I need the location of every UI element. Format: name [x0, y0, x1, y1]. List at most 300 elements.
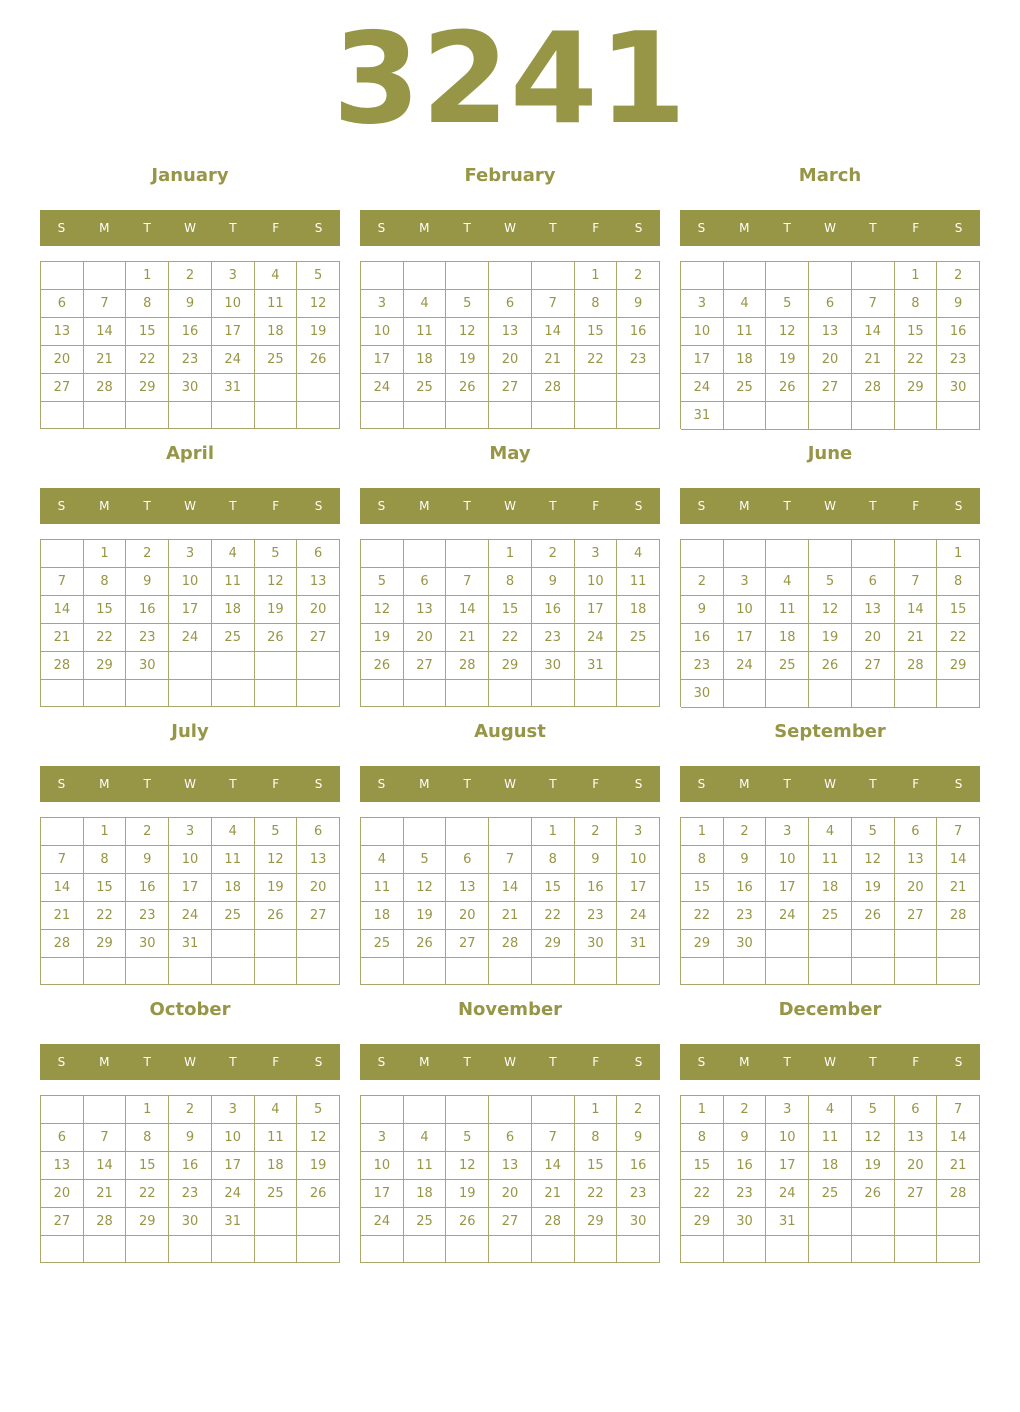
weekday-label: M — [419, 221, 430, 235]
day-cell: 7 — [937, 818, 980, 846]
weekday-header — [40, 766, 340, 802]
day-cell: 26 — [766, 374, 809, 402]
day-cell: 13 — [297, 568, 340, 596]
day-cell: 22 — [681, 1180, 724, 1208]
day-cell: 27 — [297, 624, 340, 652]
day-cell: 6 — [895, 818, 938, 846]
empty-day-cell — [489, 1096, 532, 1124]
day-cell: 19 — [766, 346, 809, 374]
day-cell: 16 — [169, 318, 212, 346]
day-cell: 18 — [212, 596, 255, 624]
weekday-header — [40, 210, 340, 246]
day-cell: 3 — [575, 540, 618, 568]
day-cell: 18 — [212, 874, 255, 902]
day-cell: 8 — [489, 568, 532, 596]
day-cell: 12 — [852, 1124, 895, 1152]
day-cell: 4 — [617, 540, 660, 568]
empty-day-cell — [895, 540, 938, 568]
day-cell: 19 — [297, 318, 340, 346]
empty-day-cell — [297, 1236, 340, 1263]
day-cell: 25 — [766, 652, 809, 680]
empty-day-cell — [617, 680, 660, 707]
day-cell: 2 — [169, 1096, 212, 1124]
day-cell: 13 — [41, 318, 84, 346]
empty-day-cell — [126, 958, 169, 985]
empty-day-cell — [937, 680, 980, 708]
day-cell: 12 — [255, 846, 298, 874]
day-cell: 3 — [169, 818, 212, 846]
day-cell: 29 — [84, 930, 127, 958]
day-cell: 19 — [255, 874, 298, 902]
weekday-label: W — [504, 499, 516, 513]
day-cell: 17 — [724, 624, 767, 652]
empty-day-cell — [532, 1236, 575, 1263]
day-cell: 31 — [169, 930, 212, 958]
day-grid — [680, 261, 980, 429]
day-cell: 25 — [404, 1208, 447, 1236]
weekday-label: S — [954, 499, 963, 513]
weekday-header — [680, 766, 980, 802]
day-cell: 29 — [489, 652, 532, 680]
day-cell: 11 — [361, 874, 404, 902]
weekday-label: W — [824, 1055, 836, 1069]
day-cell: 17 — [681, 346, 724, 374]
day-cell: 23 — [681, 652, 724, 680]
empty-day-cell — [681, 958, 724, 985]
day-cell: 5 — [446, 290, 489, 318]
day-grid — [360, 539, 660, 707]
day-cell: 24 — [169, 902, 212, 930]
day-cell: 18 — [255, 1152, 298, 1180]
day-cell: 20 — [489, 1180, 532, 1208]
day-cell: 14 — [937, 1124, 980, 1152]
day-cell: 4 — [809, 1096, 852, 1124]
day-cell: 23 — [617, 1180, 660, 1208]
day-cell: 26 — [404, 930, 447, 958]
day-cell: 9 — [617, 1124, 660, 1152]
day-cell: 15 — [84, 874, 127, 902]
day-cell: 4 — [255, 262, 298, 290]
empty-day-cell — [361, 818, 404, 846]
day-cell: 20 — [895, 874, 938, 902]
day-cell: 6 — [446, 846, 489, 874]
weekday-label: T — [463, 221, 471, 235]
day-cell: 21 — [41, 624, 84, 652]
day-cell: 31 — [575, 652, 618, 680]
day-cell: 29 — [575, 1208, 618, 1236]
day-cell: 7 — [852, 290, 895, 318]
day-cell: 20 — [41, 346, 84, 374]
day-cell: 28 — [84, 1208, 127, 1236]
day-cell: 27 — [404, 652, 447, 680]
empty-day-cell — [84, 1236, 127, 1263]
day-cell: 27 — [852, 652, 895, 680]
empty-day-cell — [617, 958, 660, 985]
weekday-label: F — [272, 777, 280, 791]
weekday-label: F — [592, 221, 600, 235]
day-cell: 28 — [852, 374, 895, 402]
day-cell: 8 — [575, 290, 618, 318]
month-name: March — [798, 165, 862, 186]
day-cell: 1 — [489, 540, 532, 568]
empty-day-cell — [255, 930, 298, 958]
empty-day-cell — [404, 402, 447, 429]
day-cell: 3 — [361, 1124, 404, 1152]
weekday-label: F — [912, 1055, 920, 1069]
day-cell: 18 — [809, 874, 852, 902]
day-cell: 13 — [809, 318, 852, 346]
day-cell: 29 — [681, 930, 724, 958]
empty-day-cell — [809, 540, 852, 568]
weekday-label: T — [549, 499, 557, 513]
empty-day-cell — [404, 540, 447, 568]
day-cell: 10 — [169, 846, 212, 874]
month-name: May — [489, 443, 531, 464]
weekday-label: W — [184, 499, 196, 513]
empty-day-cell — [255, 652, 298, 680]
day-cell: 13 — [297, 846, 340, 874]
day-cell: 2 — [724, 818, 767, 846]
day-cell: 28 — [532, 374, 575, 402]
day-cell: 8 — [532, 846, 575, 874]
day-cell: 6 — [895, 1096, 938, 1124]
day-cell: 20 — [404, 624, 447, 652]
weekday-label: T — [229, 499, 237, 513]
day-cell: 9 — [575, 846, 618, 874]
day-cell: 20 — [489, 346, 532, 374]
weekday-label: S — [634, 777, 643, 791]
day-cell: 26 — [361, 652, 404, 680]
empty-day-cell — [361, 1096, 404, 1124]
empty-day-cell — [766, 958, 809, 985]
month-name: August — [474, 721, 546, 742]
weekday-label: T — [549, 221, 557, 235]
empty-day-cell — [297, 680, 340, 707]
empty-day-cell — [212, 680, 255, 707]
day-cell: 8 — [84, 568, 127, 596]
day-cell: 30 — [532, 652, 575, 680]
empty-day-cell — [681, 1236, 724, 1263]
day-cell: 7 — [84, 1124, 127, 1152]
empty-day-cell — [532, 1096, 575, 1124]
day-cell: 29 — [126, 1208, 169, 1236]
weekday-label: W — [824, 499, 836, 513]
day-cell: 21 — [852, 346, 895, 374]
year-title: 3241 — [332, 5, 688, 152]
day-cell: 23 — [724, 1180, 767, 1208]
day-cell: 19 — [852, 1152, 895, 1180]
day-cell: 27 — [489, 374, 532, 402]
day-cell: 10 — [724, 596, 767, 624]
day-cell: 27 — [895, 902, 938, 930]
day-cell: 4 — [809, 818, 852, 846]
weekday-label: T — [229, 221, 237, 235]
weekday-label: W — [504, 221, 516, 235]
day-cell: 2 — [617, 262, 660, 290]
day-cell: 21 — [446, 624, 489, 652]
empty-day-cell — [809, 1236, 852, 1263]
day-cell: 2 — [681, 568, 724, 596]
empty-day-cell — [617, 652, 660, 680]
day-cell: 31 — [212, 374, 255, 402]
empty-day-cell — [404, 818, 447, 846]
weekday-label: S — [377, 1055, 386, 1069]
day-cell: 5 — [446, 1124, 489, 1152]
day-cell: 23 — [575, 902, 618, 930]
day-cell: 17 — [575, 596, 618, 624]
empty-day-cell — [255, 680, 298, 707]
empty-day-cell — [41, 402, 84, 429]
day-cell: 22 — [895, 346, 938, 374]
day-cell: 14 — [84, 318, 127, 346]
day-cell: 22 — [84, 624, 127, 652]
empty-day-cell — [532, 262, 575, 290]
day-cell: 22 — [937, 624, 980, 652]
day-cell: 24 — [766, 1180, 809, 1208]
day-cell: 27 — [41, 374, 84, 402]
weekday-label: W — [824, 221, 836, 235]
day-cell: 1 — [84, 818, 127, 846]
empty-day-cell — [41, 680, 84, 707]
day-cell: 5 — [766, 290, 809, 318]
day-cell: 4 — [212, 540, 255, 568]
day-cell: 15 — [937, 596, 980, 624]
day-cell: 28 — [532, 1208, 575, 1236]
day-cell: 19 — [404, 902, 447, 930]
weekday-label: S — [954, 777, 963, 791]
empty-day-cell — [169, 1236, 212, 1263]
day-cell: 30 — [575, 930, 618, 958]
empty-day-cell — [361, 540, 404, 568]
day-cell: 1 — [681, 818, 724, 846]
day-cell: 6 — [852, 568, 895, 596]
day-cell: 3 — [766, 818, 809, 846]
weekday-label: T — [229, 1055, 237, 1069]
empty-day-cell — [937, 1208, 980, 1236]
empty-day-cell — [617, 1236, 660, 1263]
weekday-header — [40, 1044, 340, 1080]
empty-day-cell — [766, 540, 809, 568]
empty-day-cell — [724, 402, 767, 430]
empty-day-cell — [361, 262, 404, 290]
day-cell: 7 — [446, 568, 489, 596]
day-cell: 27 — [297, 902, 340, 930]
month-name: September — [774, 721, 886, 742]
day-cell: 16 — [937, 318, 980, 346]
weekday-label: S — [697, 221, 706, 235]
day-cell: 2 — [617, 1096, 660, 1124]
day-cell: 4 — [404, 1124, 447, 1152]
empty-day-cell — [724, 958, 767, 985]
day-cell: 13 — [489, 1152, 532, 1180]
day-cell: 2 — [532, 540, 575, 568]
day-cell: 21 — [84, 346, 127, 374]
day-cell: 14 — [489, 874, 532, 902]
empty-day-cell — [255, 374, 298, 402]
empty-day-cell — [84, 680, 127, 707]
day-cell: 10 — [212, 1124, 255, 1152]
day-cell: 1 — [937, 540, 980, 568]
empty-day-cell — [446, 1096, 489, 1124]
day-cell: 26 — [446, 1208, 489, 1236]
empty-day-cell — [84, 262, 127, 290]
day-cell: 10 — [681, 318, 724, 346]
day-cell: 2 — [169, 262, 212, 290]
day-cell: 11 — [809, 1124, 852, 1152]
day-cell: 19 — [255, 596, 298, 624]
day-cell: 6 — [41, 1124, 84, 1152]
weekday-header — [360, 1044, 660, 1080]
empty-day-cell — [361, 680, 404, 707]
empty-day-cell — [617, 374, 660, 402]
day-cell: 15 — [895, 318, 938, 346]
month-name: January — [151, 165, 229, 186]
weekday-label: S — [377, 221, 386, 235]
weekday-label: F — [272, 499, 280, 513]
day-cell: 22 — [84, 902, 127, 930]
empty-day-cell — [489, 680, 532, 707]
empty-day-cell — [532, 958, 575, 985]
weekday-label: S — [954, 1055, 963, 1069]
day-cell: 23 — [169, 1180, 212, 1208]
day-cell: 30 — [126, 652, 169, 680]
empty-day-cell — [895, 930, 938, 958]
day-cell: 11 — [255, 1124, 298, 1152]
day-cell: 16 — [617, 1152, 660, 1180]
day-cell: 16 — [617, 318, 660, 346]
empty-day-cell — [41, 1236, 84, 1263]
day-cell: 1 — [575, 1096, 618, 1124]
empty-day-cell — [724, 1236, 767, 1263]
day-cell: 24 — [169, 624, 212, 652]
day-cell: 12 — [766, 318, 809, 346]
weekday-label: T — [783, 221, 791, 235]
day-cell: 23 — [126, 902, 169, 930]
day-cell: 1 — [126, 262, 169, 290]
empty-day-cell — [937, 402, 980, 430]
day-cell: 16 — [681, 624, 724, 652]
day-cell: 9 — [681, 596, 724, 624]
weekday-label: S — [314, 1055, 323, 1069]
day-cell: 12 — [446, 1152, 489, 1180]
day-cell: 30 — [617, 1208, 660, 1236]
day-cell: 3 — [361, 290, 404, 318]
empty-day-cell — [937, 930, 980, 958]
day-cell: 27 — [41, 1208, 84, 1236]
day-cell: 8 — [895, 290, 938, 318]
month-name: July — [171, 721, 209, 742]
weekday-label: S — [697, 499, 706, 513]
weekday-label: F — [592, 1055, 600, 1069]
day-cell: 7 — [895, 568, 938, 596]
day-cell: 6 — [489, 290, 532, 318]
day-cell: 16 — [169, 1152, 212, 1180]
day-cell: 13 — [404, 596, 447, 624]
day-cell: 5 — [255, 818, 298, 846]
day-cell: 13 — [489, 318, 532, 346]
weekday-label: T — [143, 1055, 151, 1069]
day-cell: 19 — [297, 1152, 340, 1180]
day-cell: 3 — [212, 262, 255, 290]
day-grid — [40, 817, 340, 985]
day-cell: 17 — [766, 1152, 809, 1180]
day-cell: 22 — [532, 902, 575, 930]
day-cell: 23 — [617, 346, 660, 374]
empty-day-cell — [809, 958, 852, 985]
empty-day-cell — [212, 958, 255, 985]
empty-day-cell — [852, 1236, 895, 1263]
empty-day-cell — [852, 958, 895, 985]
day-cell: 3 — [681, 290, 724, 318]
day-cell: 30 — [169, 374, 212, 402]
month-name: October — [149, 999, 231, 1020]
day-cell: 6 — [297, 818, 340, 846]
weekday-label: S — [57, 221, 66, 235]
weekday-label: T — [463, 1055, 471, 1069]
day-cell: 22 — [126, 346, 169, 374]
day-grid — [680, 539, 980, 707]
weekday-label: W — [504, 1055, 516, 1069]
weekday-label: T — [869, 777, 877, 791]
day-cell: 28 — [895, 652, 938, 680]
day-cell: 21 — [489, 902, 532, 930]
weekday-label: S — [314, 221, 323, 235]
day-cell: 3 — [169, 540, 212, 568]
day-cell: 31 — [681, 402, 724, 430]
day-cell: 12 — [297, 290, 340, 318]
weekday-label: T — [143, 221, 151, 235]
day-cell: 5 — [852, 818, 895, 846]
day-cell: 26 — [297, 346, 340, 374]
empty-day-cell — [852, 680, 895, 708]
day-cell: 26 — [809, 652, 852, 680]
day-cell: 21 — [895, 624, 938, 652]
day-cell: 29 — [84, 652, 127, 680]
day-cell: 14 — [446, 596, 489, 624]
empty-day-cell — [446, 680, 489, 707]
day-cell: 13 — [852, 596, 895, 624]
day-cell: 18 — [404, 346, 447, 374]
day-cell: 19 — [852, 874, 895, 902]
day-cell: 12 — [809, 596, 852, 624]
day-cell: 26 — [255, 624, 298, 652]
day-cell: 20 — [852, 624, 895, 652]
day-cell: 30 — [724, 930, 767, 958]
empty-day-cell — [532, 402, 575, 429]
day-cell: 12 — [297, 1124, 340, 1152]
day-cell: 3 — [617, 818, 660, 846]
day-cell: 16 — [724, 874, 767, 902]
weekday-label: T — [869, 1055, 877, 1069]
day-cell: 28 — [489, 930, 532, 958]
day-cell: 1 — [126, 1096, 169, 1124]
day-cell: 11 — [724, 318, 767, 346]
empty-day-cell — [297, 930, 340, 958]
weekday-label: F — [912, 499, 920, 513]
day-cell: 11 — [766, 596, 809, 624]
weekday-label: T — [783, 777, 791, 791]
day-cell: 9 — [169, 290, 212, 318]
empty-day-cell — [575, 680, 618, 707]
day-cell: 2 — [575, 818, 618, 846]
day-cell: 6 — [41, 290, 84, 318]
weekday-label: T — [783, 1055, 791, 1069]
day-cell: 5 — [404, 846, 447, 874]
day-cell: 14 — [41, 596, 84, 624]
day-cell: 27 — [489, 1208, 532, 1236]
day-cell: 10 — [766, 846, 809, 874]
day-cell: 11 — [404, 318, 447, 346]
